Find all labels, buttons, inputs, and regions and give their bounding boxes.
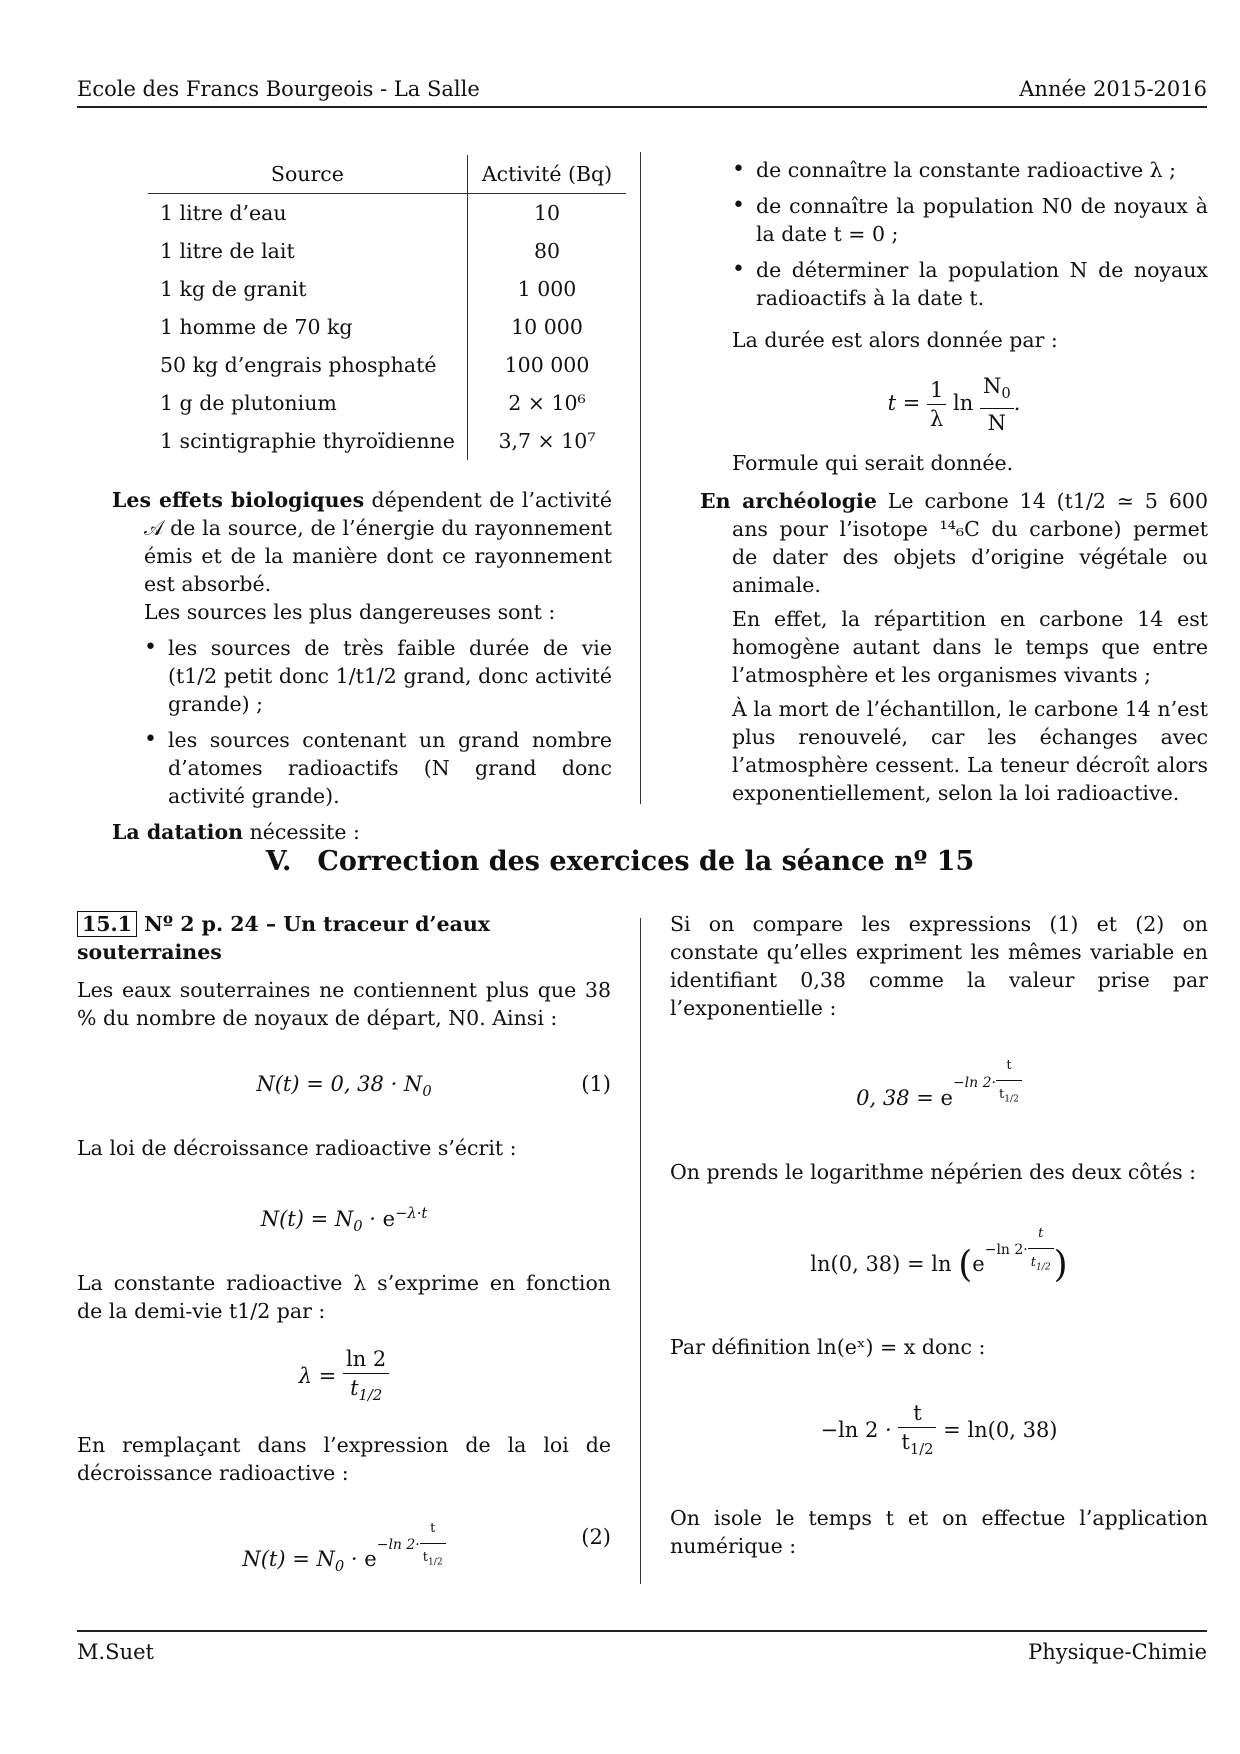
- table-cell-source: 1 litre de lait: [160, 239, 295, 263]
- equation-isolate: −ln 2 · $\frac{t}{t_{1/2}}$ = ln(0, 38): [820, 1401, 1058, 1459]
- archeo-p3: À la mort de l’échantillon, le carbone 14 n’est plus renouvelé, car les échanges avec l’atmosphère cessent. La teneur décroît alors exponentiellement, selon la loi radioactive.: [732, 697, 1208, 806]
- equation-1-label: (1): [581, 1072, 611, 1096]
- archeo-paragraph: [700, 487, 1208, 599]
- datation-paragraph: [112, 818, 612, 846]
- exercise-r1: Si on compare les expressions (1) et (2) on constate qu’elles expriment les mêmes variable en identifiant 0,38 comme la valeur prise par l’exponentielle :: [670, 912, 1208, 1020]
- table-cell-activity: 80: [467, 232, 626, 270]
- column-divider-top: [640, 152, 641, 804]
- equation-decay-law: $N(t) = N_0 \cdot e^{-\lambda\cdot t}$: [260, 1205, 428, 1236]
- header-right: Année 2015-2016: [1019, 77, 1207, 101]
- footer-right: Physique-Chimie: [1028, 1640, 1207, 1664]
- table-cell-activity: 10: [467, 194, 626, 233]
- exercise-r4: On isole le temps t et on effectue l’application numérique :: [670, 1506, 1208, 1559]
- exercise-number: 15.1: [77, 911, 137, 937]
- table-header-activity: Activité (Bq): [467, 155, 626, 194]
- header-left: Ecole des Francs Bourgeois - La Salle: [77, 77, 480, 101]
- table-cell-activity: 100 000: [467, 346, 626, 384]
- exercise-right-column: [670, 910, 1208, 1560]
- left-top-text: [112, 486, 612, 846]
- table-cell-source: 1 homme de 70 kg: [160, 315, 353, 339]
- table-row: [148, 270, 626, 308]
- table-row: [148, 194, 626, 233]
- header-rule: [77, 106, 1207, 108]
- table-cell-activity: 1 000: [467, 270, 626, 308]
- table-cell-source: 1 kg de granit: [160, 277, 307, 301]
- right-top-text: [700, 156, 1208, 807]
- exercise-r2: On prends le logarithme népérien des deux côtés :: [670, 1159, 1197, 1184]
- effets-text: dépendent de l’activité 𝒜 de la source, de l’énergie du rayonnement émis et de la manière dont ce rayonnement est absorbé.: [144, 488, 612, 596]
- equation-2-label: (2): [581, 1524, 611, 1549]
- section-number: V.: [265, 846, 292, 877]
- exercise-heading: [77, 910, 611, 966]
- equation-1: N(t) = 0, $38 \cdot N_0$ (1): [256, 1072, 611, 1101]
- archeo-p2: En effet, la répartition en carbone 14 est homogène autant dans le temps que entre l’atmosphère et les organismes vivants ;: [732, 607, 1208, 688]
- archeo-text: Le carbone 14 (t1/2 ≃ 5 600 ans pour l’isotope ¹⁴₆C du carbone) permet de dater des objets d’origine végétale ou animale.: [732, 489, 1208, 598]
- exercise-p3: La constante radioactive λ s’exprime en fonction de la demi-vie t1/2 par :: [77, 1271, 611, 1324]
- footer-rule: [77, 1630, 1207, 1632]
- table-cell-source: 1 litre d’eau: [160, 201, 287, 225]
- footer-left: M.Suet: [77, 1640, 154, 1664]
- formula-note: Formule qui serait donnée.: [732, 451, 1014, 476]
- table-row: [148, 346, 626, 384]
- section-title: [0, 846, 1240, 877]
- table-row: [148, 232, 626, 270]
- duration-formula: t = $\frac{1}{\lambda}$ ln $\frac{N_0}{N}$ .: [887, 374, 1021, 436]
- exercise-p4: En remplaçant dans l’expression de la loi de décroissance radioactive :: [77, 1432, 611, 1485]
- list-item: • de connaître la constante radioactive λ ;: [756, 156, 1208, 184]
- dangerous-intro: Les sources les plus dangereuses sont :: [144, 600, 556, 624]
- effets-paragraph: [112, 486, 612, 598]
- list-item: • les sources contenant un grand nombre d’atomes radioactifs (N grand donc activité grande).: [168, 726, 612, 810]
- datation-term: La datation: [112, 820, 244, 844]
- equation-identify: 0, $38 = e^{-ln 2\cdot \frac{t}{t_{1/2}}}$: [670, 1062, 1208, 1124]
- table-row: [148, 308, 626, 346]
- dangerous-list: [144, 634, 612, 810]
- datation-text: nécessite :: [249, 820, 360, 844]
- table-cell-source: 50 kg d’engrais phosphaté: [160, 353, 437, 377]
- table-cell-activity: 3,7 × 10⁷: [467, 422, 626, 460]
- exercise-p1: Les eaux souterraines ne contiennent plus que 38 % du nombre de noyaux de départ, N0. Ainsi :: [77, 978, 611, 1030]
- datation-list: [732, 156, 1208, 312]
- list-item: • de connaître la population N0 de noyaux à la date t = 0 ;: [756, 192, 1208, 248]
- column-divider-bottom: [640, 918, 641, 1584]
- list-item: • les sources de très faible durée de vie (t1/2 petit donc 1/t1/2 grand, donc activité grande) ;: [168, 634, 612, 718]
- activity-table: [148, 155, 626, 460]
- table-cell-activity: 10 000: [467, 308, 626, 346]
- exercise-left-column: [77, 910, 611, 1584]
- section-title-text: Correction des exercices de la séance nº 15: [317, 846, 975, 877]
- table-cell-source: 1 scintigraphie thyroïdienne: [160, 429, 455, 453]
- duree-text: La durée est alors donnée par :: [732, 328, 1058, 352]
- table-row: [148, 422, 626, 460]
- table-header-source: Source: [148, 155, 467, 194]
- table-cell-activity: 2 × 10⁶: [467, 384, 626, 422]
- equation-lambda: λ = $\frac{\ln 2}{t_{1/2}}$: [77, 1345, 611, 1410]
- equation-2: $N(t) = N_0 \cdot e^{-ln 2\cdot \frac{t}{t_{1/2}}}$ (2): [77, 1523, 611, 1585]
- table-row: [148, 384, 626, 422]
- table-cell-source: 1 g de plutonium: [160, 391, 337, 415]
- effets-term: Les effets biologiques: [112, 488, 365, 512]
- exercise-r3: Par définition ln(eˣ) = x donc :: [670, 1335, 986, 1360]
- list-item: • de déterminer la population N de noyaux radioactifs à la date t.: [756, 256, 1208, 312]
- exercise-p2: La loi de décroissance radioactive s’écrit :: [77, 1136, 517, 1161]
- archeo-term: En archéologie: [700, 489, 877, 514]
- exercise-title: Nº 2 p. 24 – Un traceur d’eaux souterraines: [77, 912, 491, 964]
- equation-log: ln(0, $38) = \ln (e^{-ln 2\cdot \frac{t}{t_{1/2}}}$ ): [670, 1228, 1208, 1290]
